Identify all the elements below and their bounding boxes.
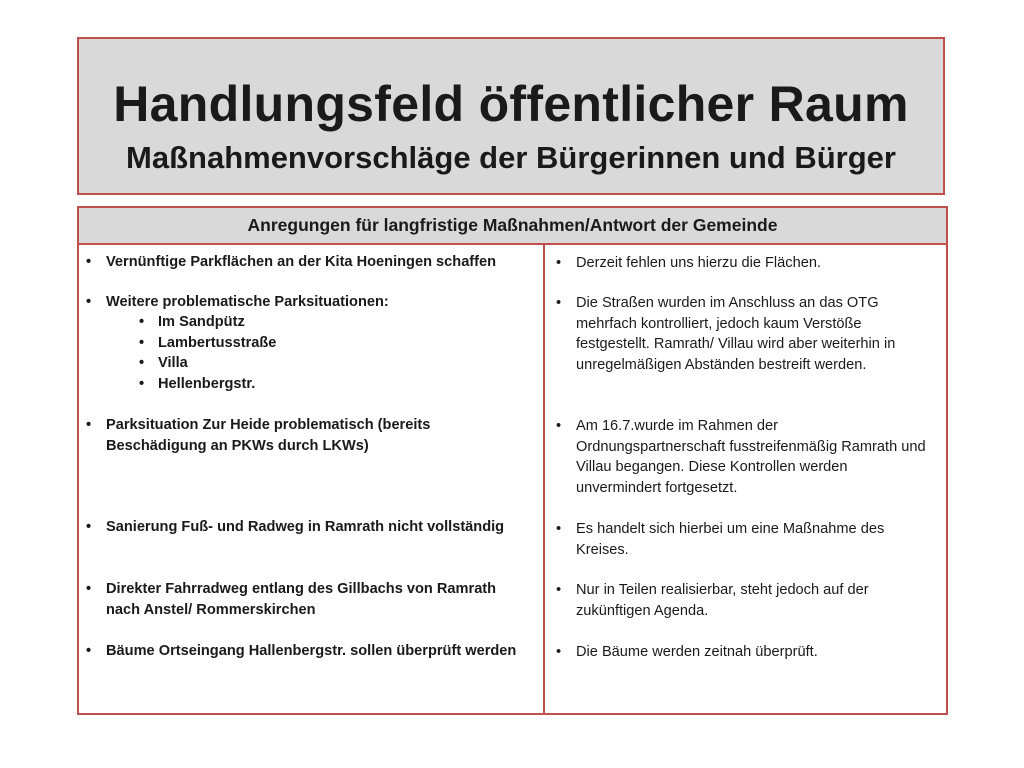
suggestion-item xyxy=(86,641,531,662)
title-box xyxy=(77,37,945,195)
response-text: Die Bäume werden zeitnah überprüft. xyxy=(576,644,818,660)
response-item xyxy=(556,519,931,560)
column-divider xyxy=(543,244,545,715)
suggestion-item xyxy=(86,579,531,620)
table-header-label: Anregungen für langfristige Maßnahmen/Antwort der Gemeinde xyxy=(247,215,778,235)
response-text: Es handelt sich hierbei um eine Maßnahme des Kreises. xyxy=(576,521,885,558)
page-title: Handlungsfeld öffentlicher Raum xyxy=(113,76,909,132)
sub-item xyxy=(139,333,519,354)
response-text: Die Straßen wurden im Anschluss an das OTG mehrfach kontrolliert, jedoch kaum Verstöße festgestellt. Ramrath/ Villau wird aber weiterhin in unregelmäßigen Abständen bestreift werden. xyxy=(576,295,896,373)
bullet-icon: • xyxy=(86,581,92,597)
suggestion-item xyxy=(86,415,531,456)
response-item xyxy=(556,293,931,375)
bullet-icon: • xyxy=(556,255,562,271)
bullet-icon: • xyxy=(139,375,145,392)
bullet-icon: • xyxy=(556,295,562,311)
sub-item-text: Villa xyxy=(158,355,188,371)
suggestion-text: Vernünftige Parkflächen an der Kita Hoeningen schaffen xyxy=(106,254,497,270)
suggestion-text: Sanierung Fuß- und Radweg in Ramrath nicht vollständig xyxy=(106,519,505,535)
bullet-icon: • xyxy=(556,418,562,434)
sub-item-text: Im Sandpütz xyxy=(158,314,245,330)
bullet-icon: • xyxy=(86,417,92,433)
suggestion-item xyxy=(86,252,531,273)
suggestion-item xyxy=(86,292,531,313)
page-subtitle: Maßnahmenvorschläge der Bürgerinnen und Bürger xyxy=(126,140,896,175)
sub-item xyxy=(139,312,519,333)
suggestion-text: Parksituation Zur Heide problematisch (bereits Beschädigung an PKWs durch LKWs) xyxy=(106,417,431,454)
sub-item xyxy=(139,353,519,374)
response-text: Derzeit fehlen uns hierzu die Flächen. xyxy=(576,255,821,271)
bullet-icon: • xyxy=(86,294,92,310)
bullet-icon: • xyxy=(139,334,145,351)
response-text: Nur in Teilen realisierbar, steht jedoch auf der zukünftigen Agenda. xyxy=(576,582,869,619)
bullet-icon: • xyxy=(556,644,562,660)
sub-item xyxy=(139,374,519,395)
bullet-icon: • xyxy=(86,254,92,270)
bullet-icon: • xyxy=(556,521,562,537)
response-item xyxy=(556,416,931,498)
response-item xyxy=(556,253,931,274)
response-item xyxy=(556,642,931,663)
bullet-icon: • xyxy=(139,355,145,371)
suggestion-text: Weitere problematische Parksituationen: xyxy=(106,294,389,310)
sub-item-text: Lambertusstraße xyxy=(158,334,277,351)
suggestion-text: Bäume Ortseingang Hallenbergstr. sollen überprüft werden xyxy=(106,643,517,659)
bullet-icon: • xyxy=(556,582,562,598)
bullet-icon: • xyxy=(86,519,92,535)
bullet-icon: • xyxy=(139,314,145,330)
bullet-icon: • xyxy=(86,643,92,659)
suggestion-item xyxy=(86,517,531,538)
suggestion-text: Direkter Fahrradweg entlang des Gillbachs von Ramrath nach Anstel/ Rommerskirchen xyxy=(106,581,497,618)
sub-item-text: Hellenbergstr. xyxy=(158,375,256,392)
response-text: Am 16.7.wurde im Rahmen der Ordnungspartnerschaft fusstreifenmäßig Ramrath und Villau begangen. Diese Kontrollen werden unvermindert fortgesetzt. xyxy=(576,418,926,496)
response-item xyxy=(556,580,931,621)
table-header xyxy=(77,206,948,245)
